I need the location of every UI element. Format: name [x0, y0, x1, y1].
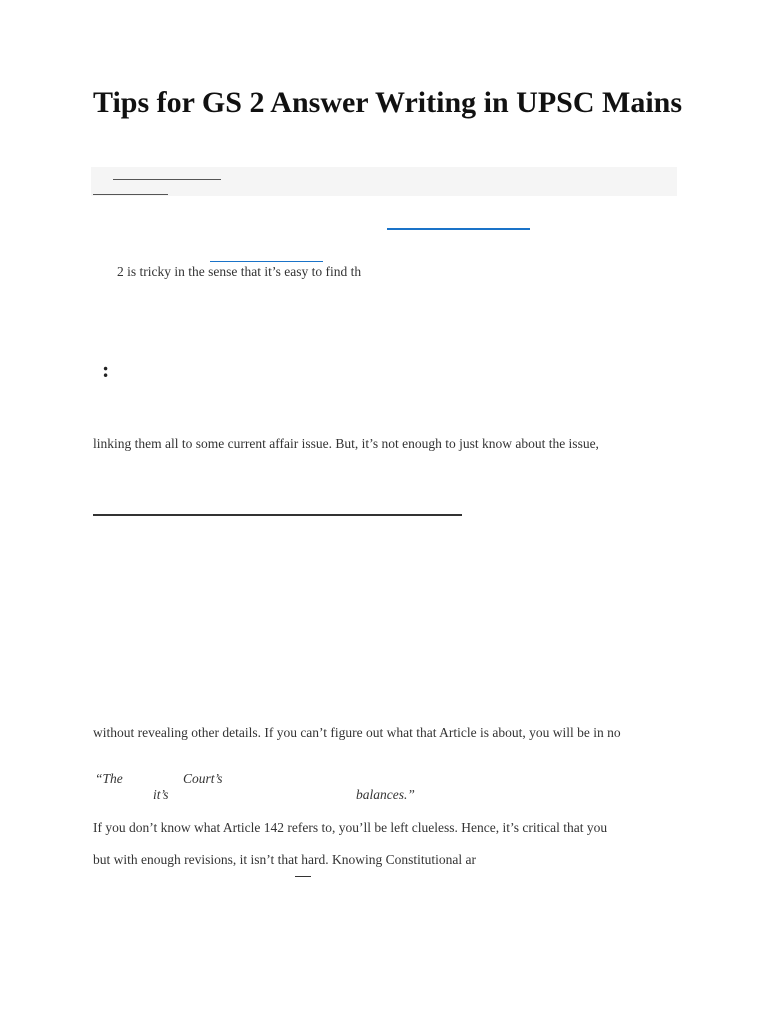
author-link-underline[interactable]	[113, 179, 221, 180]
article-title: Tips for GS 2 Answer Writing in UPSC Mains	[93, 86, 683, 119]
quote-fragment: “The	[95, 771, 123, 786]
quote-fragment: balances.”	[356, 787, 415, 802]
paragraph-intro: 2 is tricky in the sense that it’s easy to find th	[117, 264, 362, 279]
date-link-underline[interactable]	[93, 194, 168, 195]
quote-fragment: it’s	[153, 787, 169, 802]
paragraph-article-details: without revealing other details. If you can’t figure out what that Article is about, you will be in no	[93, 725, 621, 740]
inline-link-underline[interactable]	[210, 261, 323, 262]
hyperlink-underline[interactable]	[387, 228, 530, 230]
section-colon: :	[102, 357, 110, 382]
em-dash-mark	[295, 876, 311, 877]
paragraph-revisions: but with enough revisions, it isn’t that hard. Knowing Constitutional ar	[93, 852, 476, 867]
quote-fragment: Court’s	[183, 771, 223, 786]
paragraph-article-142: If you don’t know what Article 142 refers to, you’ll be left clueless. Hence, it’s critical that you	[93, 820, 608, 835]
paragraph-current-affairs: linking them all to some current affair issue. But, it’s not enough to just know about the issue,	[93, 436, 599, 451]
heading-underline-divider	[93, 514, 462, 516]
article-meta-bar	[91, 167, 677, 196]
